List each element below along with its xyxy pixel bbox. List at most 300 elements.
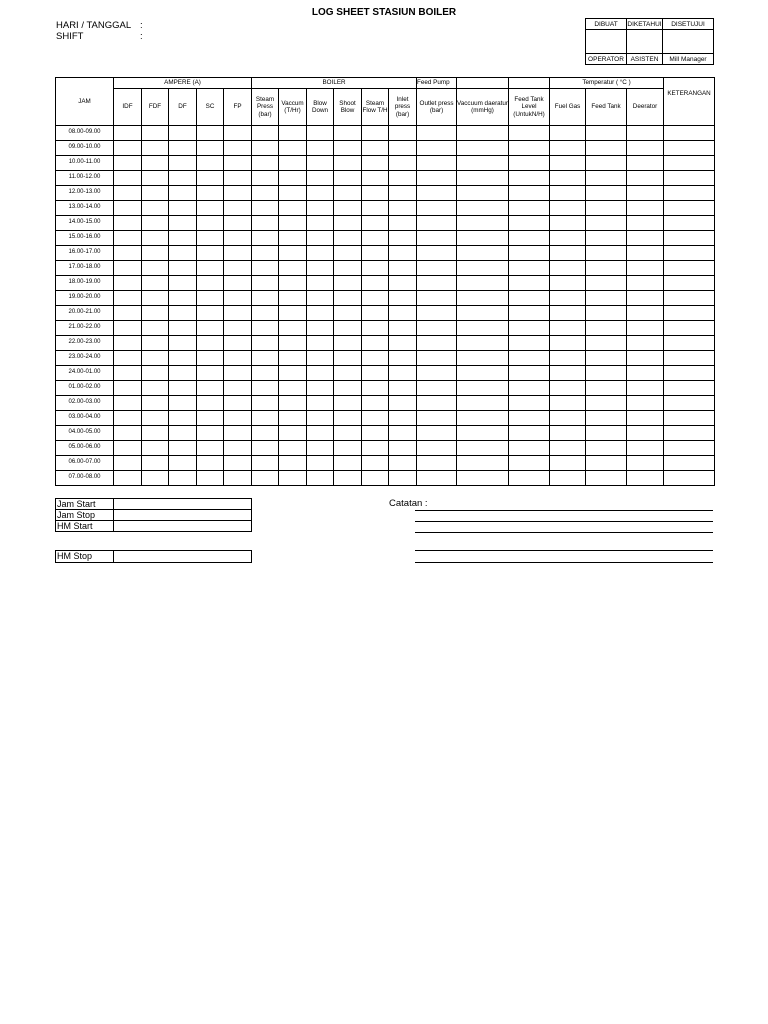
log-cell[interactable] [197, 411, 224, 426]
log-cell[interactable] [362, 156, 389, 171]
log-cell[interactable] [627, 336, 664, 351]
log-cell[interactable] [509, 456, 550, 471]
log-cell[interactable] [114, 351, 142, 366]
log-cell[interactable] [627, 201, 664, 216]
log-cell[interactable] [457, 351, 509, 366]
log-cell[interactable] [197, 426, 224, 441]
log-cell[interactable] [550, 261, 586, 276]
log-cell[interactable] [252, 306, 279, 321]
log-cell[interactable] [417, 156, 457, 171]
log-cell[interactable] [307, 366, 334, 381]
log-cell[interactable] [627, 381, 664, 396]
log-cell[interactable] [417, 336, 457, 351]
log-cell[interactable] [142, 456, 169, 471]
log-cell[interactable] [252, 126, 279, 141]
log-cell[interactable] [457, 186, 509, 201]
log-cell[interactable] [114, 201, 142, 216]
log-cell[interactable] [334, 336, 362, 351]
log-cell[interactable] [142, 141, 169, 156]
log-cell[interactable] [224, 171, 252, 186]
log-cell[interactable] [197, 291, 224, 306]
log-cell[interactable] [664, 276, 715, 291]
log-cell[interactable] [550, 141, 586, 156]
log-cell[interactable] [169, 216, 197, 231]
log-cell[interactable] [279, 381, 307, 396]
log-cell[interactable] [389, 396, 417, 411]
log-cell[interactable] [197, 231, 224, 246]
log-cell[interactable] [252, 231, 279, 246]
log-cell[interactable] [457, 456, 509, 471]
log-cell[interactable] [389, 471, 417, 486]
log-cell[interactable] [252, 291, 279, 306]
log-cell[interactable] [169, 276, 197, 291]
log-cell[interactable] [169, 381, 197, 396]
log-cell[interactable] [550, 306, 586, 321]
log-cell[interactable] [586, 351, 627, 366]
log-cell[interactable] [334, 321, 362, 336]
log-cell[interactable] [197, 306, 224, 321]
log-cell[interactable] [114, 246, 142, 261]
log-cell[interactable] [457, 231, 509, 246]
log-cell[interactable] [417, 276, 457, 291]
log-cell[interactable] [307, 351, 334, 366]
log-cell[interactable] [114, 381, 142, 396]
log-cell[interactable] [627, 396, 664, 411]
log-cell[interactable] [550, 471, 586, 486]
log-cell[interactable] [664, 381, 715, 396]
log-cell[interactable] [586, 441, 627, 456]
log-cell[interactable] [586, 396, 627, 411]
log-cell[interactable] [664, 441, 715, 456]
log-cell[interactable] [664, 201, 715, 216]
log-cell[interactable] [252, 171, 279, 186]
log-cell[interactable] [586, 306, 627, 321]
log-cell[interactable] [627, 306, 664, 321]
log-cell[interactable] [417, 366, 457, 381]
log-cell[interactable] [334, 306, 362, 321]
log-cell[interactable] [550, 366, 586, 381]
log-cell[interactable] [586, 186, 627, 201]
log-cell[interactable] [197, 246, 224, 261]
log-cell[interactable] [279, 261, 307, 276]
log-cell[interactable] [457, 336, 509, 351]
log-cell[interactable] [142, 471, 169, 486]
log-cell[interactable] [224, 231, 252, 246]
log-cell[interactable] [550, 456, 586, 471]
log-cell[interactable] [586, 171, 627, 186]
log-cell[interactable] [197, 261, 224, 276]
log-cell[interactable] [457, 381, 509, 396]
log-cell[interactable] [509, 201, 550, 216]
log-cell[interactable] [142, 381, 169, 396]
log-cell[interactable] [362, 441, 389, 456]
log-cell[interactable] [509, 306, 550, 321]
log-cell[interactable] [334, 246, 362, 261]
log-cell[interactable] [334, 126, 362, 141]
log-cell[interactable] [664, 336, 715, 351]
log-cell[interactable] [279, 291, 307, 306]
log-cell[interactable] [224, 216, 252, 231]
log-cell[interactable] [252, 426, 279, 441]
log-cell[interactable] [362, 471, 389, 486]
log-cell[interactable] [362, 291, 389, 306]
log-cell[interactable] [550, 171, 586, 186]
log-cell[interactable] [627, 471, 664, 486]
log-cell[interactable] [142, 441, 169, 456]
log-cell[interactable] [362, 186, 389, 201]
log-cell[interactable] [197, 276, 224, 291]
log-cell[interactable] [169, 246, 197, 261]
note-line[interactable] [415, 550, 713, 551]
log-cell[interactable] [307, 126, 334, 141]
log-cell[interactable] [142, 306, 169, 321]
log-cell[interactable] [664, 156, 715, 171]
log-cell[interactable] [664, 216, 715, 231]
log-cell[interactable] [627, 351, 664, 366]
log-cell[interactable] [389, 411, 417, 426]
log-cell[interactable] [627, 261, 664, 276]
log-cell[interactable] [114, 336, 142, 351]
log-cell[interactable] [224, 246, 252, 261]
log-cell[interactable] [279, 336, 307, 351]
log-cell[interactable] [114, 216, 142, 231]
log-cell[interactable] [307, 321, 334, 336]
log-cell[interactable] [197, 141, 224, 156]
log-cell[interactable] [550, 381, 586, 396]
log-cell[interactable] [457, 321, 509, 336]
log-cell[interactable] [362, 141, 389, 156]
log-cell[interactable] [307, 201, 334, 216]
log-cell[interactable] [197, 126, 224, 141]
log-cell[interactable] [627, 366, 664, 381]
log-cell[interactable] [550, 321, 586, 336]
log-cell[interactable] [279, 231, 307, 246]
log-cell[interactable] [550, 246, 586, 261]
log-cell[interactable] [334, 186, 362, 201]
log-cell[interactable] [169, 336, 197, 351]
log-cell[interactable] [509, 336, 550, 351]
log-cell[interactable] [114, 396, 142, 411]
log-cell[interactable] [389, 351, 417, 366]
log-cell[interactable] [114, 321, 142, 336]
log-cell[interactable] [197, 381, 224, 396]
log-cell[interactable] [389, 201, 417, 216]
log-cell[interactable] [114, 186, 142, 201]
log-cell[interactable] [457, 426, 509, 441]
log-cell[interactable] [142, 171, 169, 186]
jam-start-input[interactable] [114, 499, 252, 510]
log-cell[interactable] [169, 411, 197, 426]
log-cell[interactable] [509, 471, 550, 486]
log-cell[interactable] [509, 246, 550, 261]
log-cell[interactable] [362, 306, 389, 321]
log-cell[interactable] [252, 411, 279, 426]
log-cell[interactable] [114, 306, 142, 321]
log-cell[interactable] [586, 141, 627, 156]
log-cell[interactable] [550, 231, 586, 246]
log-cell[interactable] [197, 171, 224, 186]
log-cell[interactable] [252, 396, 279, 411]
log-cell[interactable] [252, 471, 279, 486]
log-cell[interactable] [664, 396, 715, 411]
log-cell[interactable] [307, 156, 334, 171]
log-cell[interactable] [169, 321, 197, 336]
log-cell[interactable] [417, 351, 457, 366]
log-cell[interactable] [586, 126, 627, 141]
log-cell[interactable] [457, 126, 509, 141]
log-cell[interactable] [252, 336, 279, 351]
log-cell[interactable] [114, 171, 142, 186]
log-cell[interactable] [142, 186, 169, 201]
log-cell[interactable] [279, 201, 307, 216]
log-cell[interactable] [362, 366, 389, 381]
log-cell[interactable] [252, 246, 279, 261]
log-cell[interactable] [417, 321, 457, 336]
log-cell[interactable] [389, 441, 417, 456]
log-cell[interactable] [334, 411, 362, 426]
note-line[interactable] [415, 562, 713, 563]
log-cell[interactable] [224, 306, 252, 321]
log-cell[interactable] [307, 471, 334, 486]
log-cell[interactable] [279, 471, 307, 486]
log-cell[interactable] [389, 306, 417, 321]
log-cell[interactable] [169, 456, 197, 471]
log-cell[interactable] [550, 336, 586, 351]
log-cell[interactable] [307, 336, 334, 351]
log-cell[interactable] [169, 171, 197, 186]
log-cell[interactable] [142, 291, 169, 306]
log-cell[interactable] [627, 141, 664, 156]
log-cell[interactable] [279, 306, 307, 321]
log-cell[interactable] [334, 381, 362, 396]
log-cell[interactable] [627, 246, 664, 261]
log-cell[interactable] [114, 261, 142, 276]
log-cell[interactable] [550, 291, 586, 306]
hm-start-input[interactable] [114, 521, 252, 532]
log-cell[interactable] [114, 276, 142, 291]
log-cell[interactable] [664, 471, 715, 486]
log-cell[interactable] [169, 471, 197, 486]
log-cell[interactable] [307, 276, 334, 291]
log-cell[interactable] [627, 456, 664, 471]
log-cell[interactable] [664, 321, 715, 336]
log-cell[interactable] [197, 456, 224, 471]
log-cell[interactable] [224, 186, 252, 201]
log-cell[interactable] [362, 426, 389, 441]
log-cell[interactable] [457, 156, 509, 171]
log-cell[interactable] [457, 216, 509, 231]
log-cell[interactable] [279, 441, 307, 456]
log-cell[interactable] [509, 441, 550, 456]
log-cell[interactable] [114, 291, 142, 306]
log-cell[interactable] [307, 396, 334, 411]
log-cell[interactable] [279, 171, 307, 186]
log-cell[interactable] [389, 141, 417, 156]
log-cell[interactable] [334, 261, 362, 276]
log-cell[interactable] [417, 216, 457, 231]
log-cell[interactable] [362, 411, 389, 426]
log-cell[interactable] [197, 156, 224, 171]
log-cell[interactable] [197, 366, 224, 381]
log-cell[interactable] [550, 441, 586, 456]
log-cell[interactable] [279, 276, 307, 291]
log-cell[interactable] [114, 156, 142, 171]
log-cell[interactable] [252, 156, 279, 171]
log-cell[interactable] [279, 126, 307, 141]
log-cell[interactable] [224, 261, 252, 276]
log-cell[interactable] [586, 156, 627, 171]
log-cell[interactable] [417, 456, 457, 471]
log-cell[interactable] [586, 216, 627, 231]
log-cell[interactable] [664, 291, 715, 306]
log-cell[interactable] [417, 201, 457, 216]
log-cell[interactable] [457, 246, 509, 261]
log-cell[interactable] [224, 291, 252, 306]
log-cell[interactable] [664, 366, 715, 381]
log-cell[interactable] [224, 456, 252, 471]
log-cell[interactable] [389, 261, 417, 276]
log-cell[interactable] [586, 471, 627, 486]
log-cell[interactable] [509, 276, 550, 291]
log-cell[interactable] [279, 426, 307, 441]
log-cell[interactable] [509, 291, 550, 306]
log-cell[interactable] [389, 321, 417, 336]
log-cell[interactable] [550, 126, 586, 141]
log-cell[interactable] [197, 441, 224, 456]
log-cell[interactable] [509, 411, 550, 426]
log-cell[interactable] [417, 246, 457, 261]
log-cell[interactable] [664, 126, 715, 141]
log-cell[interactable] [169, 351, 197, 366]
log-cell[interactable] [279, 156, 307, 171]
log-cell[interactable] [362, 216, 389, 231]
log-cell[interactable] [509, 156, 550, 171]
log-cell[interactable] [389, 186, 417, 201]
log-cell[interactable] [197, 396, 224, 411]
log-cell[interactable] [197, 336, 224, 351]
log-cell[interactable] [664, 261, 715, 276]
log-cell[interactable] [627, 231, 664, 246]
log-cell[interactable] [279, 351, 307, 366]
log-cell[interactable] [389, 126, 417, 141]
log-cell[interactable] [417, 171, 457, 186]
log-cell[interactable] [142, 351, 169, 366]
log-cell[interactable] [114, 231, 142, 246]
log-cell[interactable] [252, 186, 279, 201]
log-cell[interactable] [457, 171, 509, 186]
log-cell[interactable] [334, 471, 362, 486]
log-cell[interactable] [252, 351, 279, 366]
log-cell[interactable] [224, 276, 252, 291]
log-cell[interactable] [142, 426, 169, 441]
log-cell[interactable] [279, 411, 307, 426]
log-cell[interactable] [142, 336, 169, 351]
log-cell[interactable] [389, 156, 417, 171]
log-cell[interactable] [664, 306, 715, 321]
log-cell[interactable] [417, 381, 457, 396]
log-cell[interactable] [142, 246, 169, 261]
log-cell[interactable] [114, 471, 142, 486]
log-cell[interactable] [627, 171, 664, 186]
log-cell[interactable] [169, 126, 197, 141]
log-cell[interactable] [457, 366, 509, 381]
log-cell[interactable] [664, 186, 715, 201]
log-cell[interactable] [252, 261, 279, 276]
log-cell[interactable] [362, 231, 389, 246]
log-cell[interactable] [457, 141, 509, 156]
hm-stop-input[interactable] [114, 551, 252, 563]
log-cell[interactable] [586, 381, 627, 396]
log-cell[interactable] [169, 141, 197, 156]
log-cell[interactable] [307, 291, 334, 306]
log-cell[interactable] [362, 351, 389, 366]
log-cell[interactable] [307, 141, 334, 156]
log-cell[interactable] [224, 396, 252, 411]
log-cell[interactable] [586, 246, 627, 261]
signature-space[interactable] [586, 30, 627, 54]
log-cell[interactable] [142, 321, 169, 336]
log-cell[interactable] [142, 231, 169, 246]
log-cell[interactable] [627, 276, 664, 291]
log-cell[interactable] [224, 141, 252, 156]
log-cell[interactable] [114, 126, 142, 141]
log-cell[interactable] [417, 396, 457, 411]
log-cell[interactable] [362, 246, 389, 261]
log-cell[interactable] [307, 171, 334, 186]
log-cell[interactable] [334, 171, 362, 186]
log-cell[interactable] [362, 276, 389, 291]
jam-stop-input[interactable] [114, 510, 252, 521]
log-cell[interactable] [142, 156, 169, 171]
log-cell[interactable] [586, 276, 627, 291]
log-cell[interactable] [550, 201, 586, 216]
log-cell[interactable] [142, 201, 169, 216]
note-line[interactable] [415, 510, 713, 511]
log-cell[interactable] [114, 426, 142, 441]
log-cell[interactable] [334, 156, 362, 171]
log-cell[interactable] [197, 321, 224, 336]
log-cell[interactable] [114, 141, 142, 156]
log-cell[interactable] [114, 441, 142, 456]
log-cell[interactable] [586, 321, 627, 336]
log-cell[interactable] [142, 261, 169, 276]
log-cell[interactable] [509, 351, 550, 366]
log-cell[interactable] [509, 426, 550, 441]
log-cell[interactable] [279, 396, 307, 411]
log-cell[interactable] [550, 411, 586, 426]
log-cell[interactable] [586, 411, 627, 426]
log-cell[interactable] [627, 441, 664, 456]
log-cell[interactable] [586, 261, 627, 276]
log-cell[interactable] [550, 396, 586, 411]
log-cell[interactable] [664, 456, 715, 471]
log-cell[interactable] [417, 141, 457, 156]
log-cell[interactable] [307, 246, 334, 261]
log-cell[interactable] [389, 456, 417, 471]
log-cell[interactable] [509, 171, 550, 186]
log-cell[interactable] [509, 126, 550, 141]
log-cell[interactable] [627, 186, 664, 201]
log-cell[interactable] [169, 201, 197, 216]
log-cell[interactable] [362, 171, 389, 186]
log-cell[interactable] [550, 426, 586, 441]
log-cell[interactable] [417, 186, 457, 201]
log-cell[interactable] [224, 126, 252, 141]
log-cell[interactable] [509, 261, 550, 276]
log-cell[interactable] [509, 141, 550, 156]
log-cell[interactable] [307, 261, 334, 276]
log-cell[interactable] [509, 216, 550, 231]
